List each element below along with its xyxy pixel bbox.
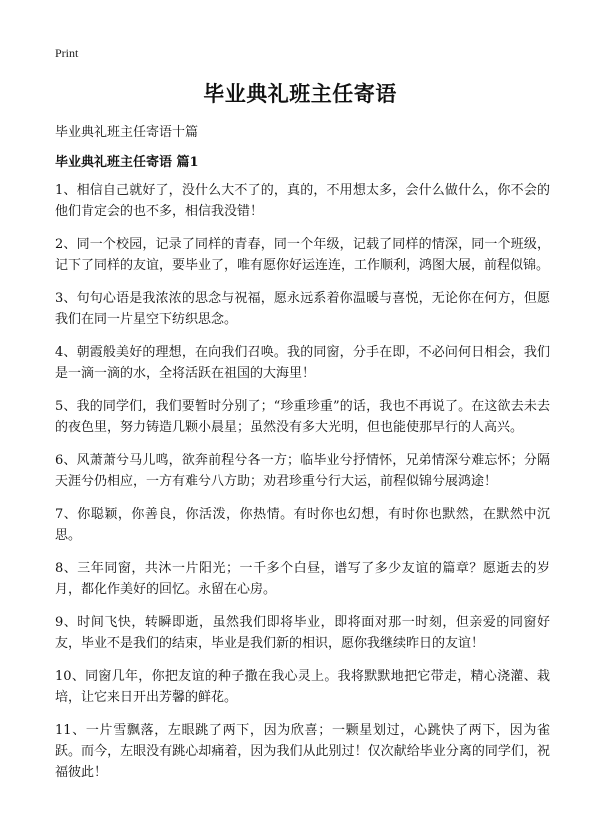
paragraph-9: 9、时间飞快，转瞬即逝，虽然我们即将毕业，即将面对那一时刻，但亲爱的同窗好友，毕业不是我们的结束，毕业是我们新的相识，愿你我继续昨日的友谊！ (55, 615, 550, 651)
document-subtitle: 毕业典礼班主任寄语十篇 (55, 125, 199, 140)
print-link[interactable]: Print (55, 46, 79, 60)
paragraph-11: 11、一片雪飘落，左眼跳了两下，因为欣喜；一颗星划过，心跳快了两下，因为雀跃。而今，左眼没有跳心却痛着，因为我们从此别过！仅次献给毕业分离的同学们，祝福彼此！ (55, 723, 550, 780)
paragraph-5: 5、我的同学们，我们要暂时分别了；“珍重珍重”的话，我也不再说了。在这欲去未去的夜色里，努力铸造几颗小晨星；虽然没有多大光明，但也能使那早行的人高兴。 (55, 399, 550, 435)
paragraph-8: 8、三年同窗，共沐一片阳光；一千多个白昼，谱写了多少友谊的篇章？愿逝去的岁月，都化作美好的回忆。永留在心房。 (55, 561, 550, 597)
section-heading: 毕业典礼班主任寄语 篇1 (55, 155, 199, 170)
paragraph-2: 2、同一个校园，记录了同样的青春，同一个年级，记载了同样的情深，同一个班级，记下了同样的友谊，要毕业了，唯有愿你好运连连，工作顺利，鸿图大展，前程似锦。 (55, 237, 550, 273)
paragraph-3: 3、句句心语是我浓浓的思念与祝福，愿永远系着你温暖与喜悦，无论你在何方，但愿我们在同一片星空下纺织思念。 (55, 291, 550, 327)
paragraph-4: 4、朝霞般美好的理想，在向我们召唤。我的同窗，分手在即，不必问何日相会，我们是一滴一滴的水，全将活跃在祖国的大海里！ (55, 345, 550, 381)
paragraph-6: 6、风萧萧兮马儿鸣，欲奔前程兮各一方；临毕业兮抒情怀，兄弟情深兮难忘怀；分隔天涯兮仍相应，一方有难兮八方助；劝君珍重兮行大运，前程似锦兮展鸿途！ (55, 453, 550, 489)
page-title: 毕业典礼班主任寄语 (203, 82, 397, 106)
paragraph-list (55, 180, 550, 795)
paragraph-1: 1、相信自己就好了，没什么大不了的，真的，不用想太多，会什么做什么，你不会的他们肯定会的也不多，相信我没错！ (55, 183, 550, 219)
paragraph-7: 7、你聪颖，你善良，你活泼，你热情。有时你也幻想，有时你也默然，在默然中沉思。 (55, 507, 550, 543)
paragraph-10: 10、同窗几年，你把友谊的种子撒在我心灵上。我将默默地把它带走，精心浇灌、栽培，让它来日开出芳馨的鲜花。 (55, 669, 550, 705)
